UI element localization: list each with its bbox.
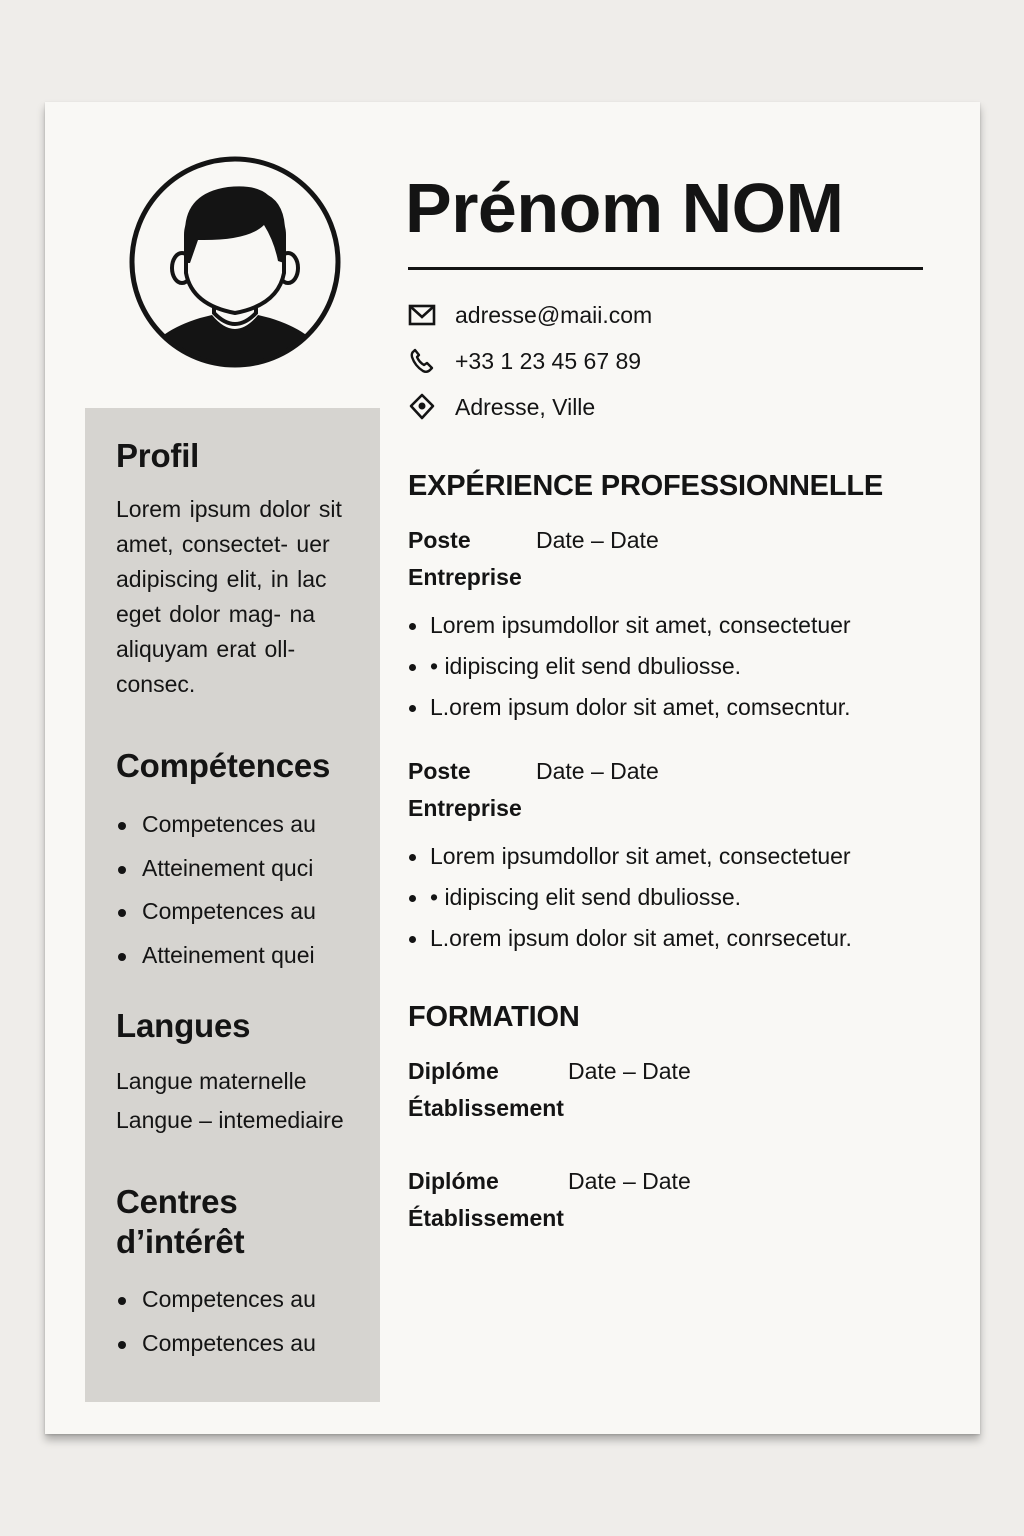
list-item: Langue – intemediaire	[116, 1107, 344, 1133]
formation-heading: FORMATION	[408, 1001, 580, 1033]
list-item: Lorem ipsumdollor sit amet, consectetuer	[408, 836, 928, 877]
interets-section	[116, 1182, 376, 1365]
job-header	[408, 753, 928, 790]
job-bullets	[408, 605, 928, 728]
contact-address	[408, 384, 652, 430]
envelope-icon	[408, 301, 436, 329]
candidate-name: Prénom NOM	[405, 169, 844, 247]
job-entry	[408, 522, 928, 728]
list-item: • idipiscing elit send dbuliosse.	[408, 877, 928, 918]
job-company: Entreprise	[408, 795, 522, 821]
interets-heading	[116, 1182, 376, 1262]
job-title: Poste	[408, 758, 471, 784]
school-name: Établissement	[408, 1095, 564, 1121]
competences-list	[116, 803, 376, 977]
education-dates: Date – Date	[568, 1168, 691, 1194]
list-item: Lorem ipsumdollor sit amet, consectetuer	[408, 605, 928, 646]
job-dates: Date – Date	[536, 527, 659, 553]
langues-list	[116, 1062, 376, 1140]
resume-page	[45, 102, 980, 1434]
interets-heading-line2: d’intérêt	[116, 1223, 245, 1260]
degree-title: Diplóme	[408, 1168, 499, 1194]
job-title: Poste	[408, 527, 471, 553]
education-header	[408, 1163, 691, 1200]
list-item: Competences au	[116, 890, 376, 934]
list-item: Competences au	[116, 1278, 376, 1322]
interets-heading-line1: Centres	[116, 1183, 238, 1220]
langues-heading: Langues	[116, 1007, 251, 1044]
education-dates: Date – Date	[568, 1058, 691, 1084]
phone-icon	[408, 347, 436, 375]
list-item: Competences au	[116, 1322, 376, 1366]
job-header	[408, 522, 928, 559]
list-item: L.orem ipsum dolor sit amet, conrsecetur.	[408, 918, 928, 959]
avatar-icon	[128, 155, 342, 369]
location-pin-icon	[408, 393, 436, 421]
list-item: • idipiscing elit send dbuliosse.	[408, 646, 928, 687]
school-name: Établissement	[408, 1205, 564, 1231]
job-entry	[408, 753, 928, 959]
education-entry	[408, 1053, 691, 1127]
contact-address-text: Adresse, Ville	[455, 393, 596, 420]
list-item: Atteinement quci	[116, 847, 376, 891]
education-header	[408, 1053, 691, 1090]
list-item: Langue maternelle	[116, 1068, 307, 1094]
contact-phone-text: +33 1 23 45 67 89	[455, 347, 642, 374]
contact-phone	[408, 338, 652, 384]
contact-email-text: adresse@maii.com	[455, 301, 653, 328]
experience-heading: EXPÉRIENCE PROFESSIONNELLE	[408, 470, 883, 502]
job-bullets	[408, 836, 928, 959]
list-item: Competences au	[116, 803, 376, 847]
langues-section	[116, 1006, 376, 1140]
competences-heading: Compétences	[116, 747, 331, 784]
education-entry	[408, 1163, 691, 1237]
competences-section	[116, 746, 376, 977]
sidebar	[85, 408, 380, 1402]
degree-title: Diplóme	[408, 1058, 499, 1084]
profil-section	[116, 436, 376, 702]
job-dates: Date – Date	[536, 758, 659, 784]
contact-email	[408, 292, 652, 338]
interets-list	[116, 1278, 376, 1365]
profil-text: Lorem ipsum dolor sit amet, consectet- uer adipiscing elit, in lac eget dolor mag- na aliquyam erat oll- consec.	[116, 496, 342, 697]
name-divider	[408, 267, 923, 270]
profil-heading: Profil	[116, 437, 200, 474]
list-item: Atteinement quei	[116, 934, 376, 978]
job-company: Entreprise	[408, 564, 522, 590]
contact-list	[408, 292, 652, 430]
list-item: L.orem ipsum dolor sit amet, comsecntur.	[408, 687, 928, 728]
